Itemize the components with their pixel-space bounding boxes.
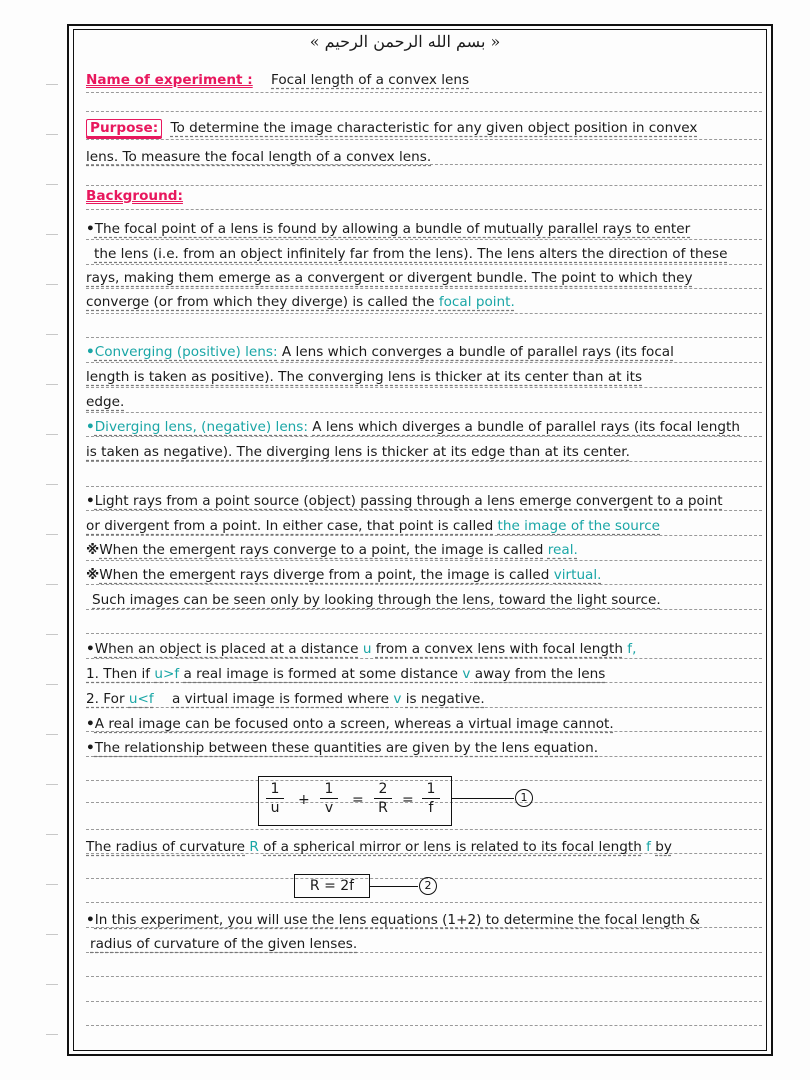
p5-text-4: A real image can be focused onto a screen, whereas a virtual image cannot. (94, 716, 614, 732)
p2-line-1: •Converging (positive) lens: A lens which converges a bundle of parallel rays (its focal (86, 344, 674, 360)
purpose-line-2: lens. To measure the focal length of a convex lens. (86, 149, 432, 165)
p2-line-3: edge. (86, 394, 125, 410)
frac-1-num: 1 (270, 781, 280, 797)
p1-text-1: The focal point of a lens is found by allowing a bundle of mutually parallel rays to enter (94, 221, 691, 237)
p6-text-c: by (655, 839, 672, 855)
f-symbol-2: f (646, 839, 651, 855)
frac-1-den: u (270, 800, 280, 816)
experiment-label: Name of experiment : (86, 72, 253, 88)
p5-text-3b: a virtual image is formed where (171, 691, 390, 707)
purpose-row (86, 116, 697, 140)
p5-line-2 (86, 662, 605, 686)
p5-line-3 (86, 687, 485, 711)
eq2-number: 2 (419, 877, 437, 895)
radius-equation-box: R = 2f (294, 874, 370, 898)
background-label: Background: (86, 188, 183, 204)
f-symbol: f, (627, 641, 637, 657)
frac-1-over-u (264, 780, 286, 817)
p5-text-3a: 2. For (86, 691, 125, 707)
p2-line-2: length is taken as positive). The converging lens is thicker at its center than at its (86, 369, 643, 385)
u-symbol: u (362, 641, 372, 657)
p1-line-1: •The focal point of a lens is found by allowing a bundle of mutually parallel rays to enter (86, 221, 691, 237)
p5-text-2d: away from the lens (474, 666, 606, 682)
equals-sign-1: = (352, 792, 364, 808)
p6-text-b: of a spherical mirror or lens is related to its focal length (263, 839, 642, 855)
frac-3-num: 2 (378, 781, 388, 797)
p5-text-2b: a real image is formed at some distance (183, 666, 459, 682)
experiment-row (86, 68, 469, 92)
p5-text-5: The relationship between these quantities are given by the lens equation. (94, 740, 599, 756)
p7-line-2: radius of curvature of the given lenses. (90, 936, 358, 952)
purpose-label: Purpose: (86, 119, 162, 137)
frac-2-num: 1 (324, 781, 334, 797)
p3-line-2: is taken as negative). The diverging lens is thicker at its edge than at its center. (86, 444, 630, 460)
p5-text-3d: is negative. (405, 691, 485, 707)
p7-text-1: In this experiment, you will use the lens equations (1+2) to determine the focal length & (94, 912, 700, 928)
p6-line (86, 835, 672, 859)
real-term: real. (547, 542, 578, 558)
p5-line-5: •The relationship between these quantities are given by the lens equation. (86, 740, 599, 756)
p5-text-1b: from a convex lens with focal length (375, 641, 623, 657)
basmala-header: « بسم الله الرحمن الرحيم » (309, 32, 501, 51)
p5-line-1: •When an object is placed at a distance u from a convex lens with focal length f, (86, 641, 637, 657)
p4-text-2: or divergent from a point. In either case, that point is called (86, 518, 494, 534)
p4-line-4: ※When the emergent rays diverge from a point, the image is called virtual. (86, 567, 602, 583)
p4-text-4: When the emergent rays diverge from a point, the image is called (99, 567, 550, 583)
p1-line-2: the lens (i.e. from an object infinitely far from the lens). The lens alters the direction of these (94, 246, 728, 262)
equals-sign-2: = (402, 792, 414, 808)
p3-text-1: A lens which diverges a bundle of parallel rays (its focal length (312, 419, 740, 435)
v-symbol-1: v (462, 666, 471, 682)
u-lt-f: u<f (128, 691, 154, 707)
u-gt-f: u>f (154, 666, 180, 682)
p5-text-2a: 1. Then if (86, 666, 151, 682)
frac-4-num: 1 (426, 781, 436, 797)
eq2-leader (370, 886, 418, 887)
p4-line-5: Such images can be seen only by looking through the lens, toward the light source. (92, 592, 661, 608)
frac-1-over-v (318, 780, 340, 817)
p1-text-4: converge (or from which they diverge) is called the (86, 294, 435, 310)
diverging-lens-term: Diverging lens, (negative) lens: (94, 419, 308, 435)
focal-point-term: focal point. (438, 294, 515, 310)
frac-3-den: R (378, 800, 388, 816)
p4-text-3: When the emergent rays converge to a point, the image is called (99, 542, 544, 558)
virtual-term: virtual. (553, 567, 602, 583)
p1-line-4 (86, 290, 515, 314)
plus-sign: + (298, 792, 310, 808)
eq1-number: 1 (515, 789, 533, 807)
p4-line-3: ※When the emergent rays converge to a point, the image is called real. (86, 542, 578, 558)
background-heading (86, 184, 183, 208)
eq1-leader (452, 798, 514, 799)
frac-1-over-f (420, 780, 442, 817)
p6-text-a: The radius of curvature (86, 839, 246, 855)
p4-line-2 (86, 514, 660, 538)
converging-lens-term: Converging (positive) lens: (94, 344, 278, 360)
frac-2-over-R (372, 780, 394, 817)
p1-line-3: rays, making them emerge as a convergent or divergent bundle. The point to which they (86, 270, 693, 286)
margin-ticks (0, 0, 60, 1080)
v-symbol-2: v (393, 691, 402, 707)
p5-line-4: •A real image can be focused onto a screen, whereas a virtual image cannot. (86, 716, 614, 732)
image-of-source-term: the image of the source (497, 518, 661, 534)
p5-text-1a: When an object is placed at a distance (94, 641, 359, 657)
p4-text-1: Light rays from a point source (object) passing through a lens emerge convergent to a point (94, 493, 723, 509)
p2-text-1: A lens which converges a bundle of parallel rays (its focal (281, 344, 674, 360)
frac-4-den: f (428, 800, 434, 816)
R-symbol: R (249, 839, 259, 855)
purpose-line-1: To determine the image characteristic for any given object position in convex (170, 120, 698, 136)
frac-2-den: v (324, 800, 334, 816)
p3-line-1: •Diverging lens, (negative) lens: A lens which diverges a bundle of parallel rays (its focal length (86, 419, 740, 435)
experiment-value: Focal length of a convex lens (271, 72, 470, 88)
p4-line-1: •Light rays from a point source (object) passing through a lens emerge convergent to a point (86, 493, 723, 509)
p7-line-1: •In this experiment, you will use the lens equations (1+2) to determine the focal length & (86, 912, 700, 928)
